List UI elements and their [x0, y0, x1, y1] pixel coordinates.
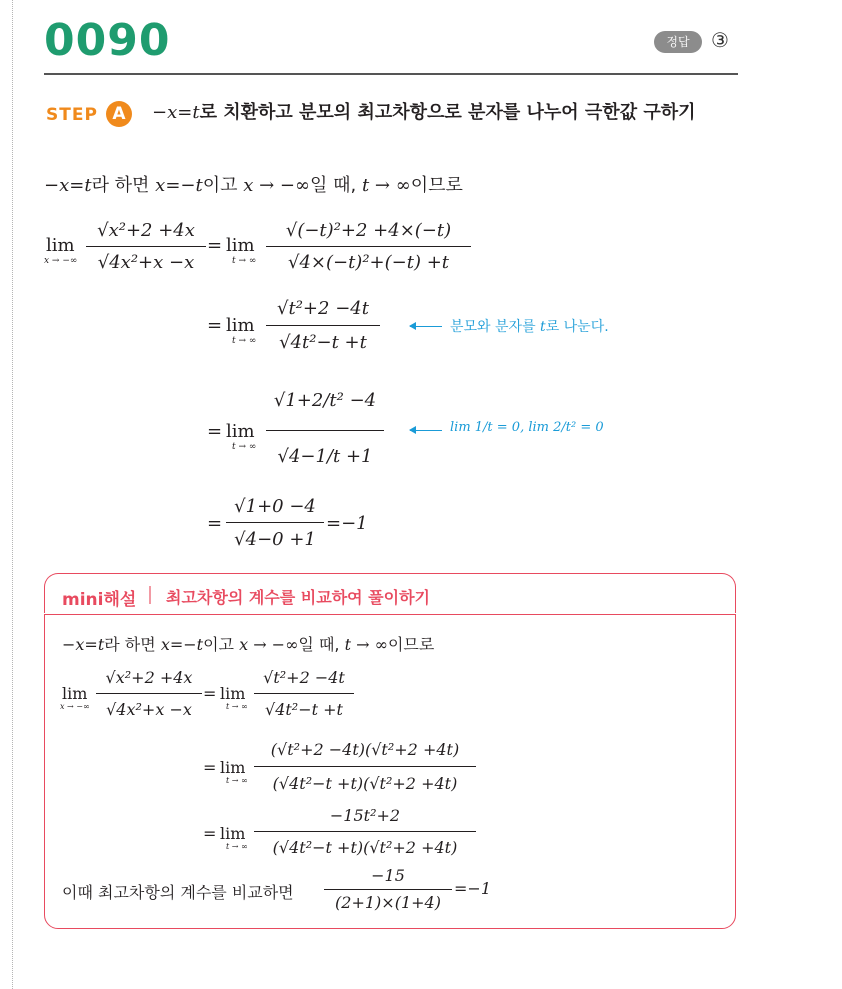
text-fragment: 이므로	[387, 635, 435, 654]
mini-subtitle: 최고차항의 계수를 비교하여 풀이하기	[166, 588, 431, 607]
left-arrow-icon	[410, 326, 442, 327]
equals-sign: =	[203, 758, 217, 777]
mini-eq1-numerator-2: √t²+2 −4t	[263, 668, 345, 687]
eq4-denominator: √4−0 +1	[234, 529, 316, 550]
text-fragment: 라 하면	[91, 175, 156, 196]
lim-subscript-t: t → ∞	[226, 842, 248, 851]
math-x-to-neg-inf: x → −∞	[239, 635, 299, 654]
mini-eq1-fraction-bar-2	[254, 693, 354, 694]
lim-operator: lim	[226, 421, 255, 442]
math-t-to-inf: t → ∞	[361, 175, 411, 196]
mini-eq3-numerator: −15t²+2	[329, 806, 401, 825]
mini-conclusion-fraction-bar	[324, 889, 452, 890]
lim-subscript-t: t → ∞	[232, 256, 257, 266]
problem-number: 0090	[44, 15, 171, 66]
step-label: STEP	[46, 105, 98, 125]
text-fragment: 이고	[202, 175, 244, 196]
step-title-math: −x=t	[152, 102, 200, 123]
eq4-result: =−1	[326, 513, 368, 534]
lim-subscript-t: t → ∞	[232, 442, 257, 452]
answer-badge: 정답	[654, 31, 702, 53]
math-neg-x-eq-t: −x=t	[62, 635, 105, 654]
mini-eq3-fraction-bar	[254, 831, 476, 832]
equals-sign: =	[207, 315, 223, 336]
math-x-eq-neg-t: x=−t	[155, 175, 203, 196]
mini-eq2-denominator: (√4t²−t +t)(√t²+2 +4t)	[272, 774, 458, 793]
mini-substitution-line	[62, 633, 434, 657]
lim-subscript-t: t → ∞	[226, 776, 248, 785]
step-title-text: 로 치환하고 분모의 최고차항으로 분자를 나누어 극한값 구하기	[199, 102, 696, 123]
eq3-denominator: √4−1/t +1	[277, 446, 373, 467]
eq4-numerator: √1+0 −4	[234, 496, 316, 517]
note-limits: lim 1/t = 0, lim 2/t² = 0	[450, 420, 604, 435]
eq2-numerator: √t²+2 −4t	[277, 298, 369, 319]
lim-operator: lim	[226, 315, 255, 336]
lim-operator: lim	[226, 235, 255, 256]
lim-subscript-t: t → ∞	[232, 336, 257, 346]
mini-eq1-numerator: √x²+2 +4x	[105, 668, 193, 687]
header-rule	[44, 73, 738, 75]
mini-conclusion-numerator: −15	[371, 866, 405, 885]
equals-sign: =	[203, 684, 217, 703]
lim-subscript-x: x → −∞	[60, 702, 90, 711]
lim-operator: lim	[62, 684, 88, 703]
math-x-eq-neg-t: x=−t	[160, 635, 204, 654]
eq1-fraction-bar-2	[266, 246, 471, 247]
text-fragment: 일 때,	[310, 175, 362, 196]
eq4-fraction-bar	[226, 522, 324, 523]
eq1-numerator-2: √(−t)²+2 +4×(−t)	[285, 220, 452, 241]
eq1-denominator: √4x²+x −x	[97, 252, 195, 273]
mini-eq2-numerator: (√t²+2 −4t)(√t²+2 +4t)	[270, 740, 460, 759]
mini-eq2-fraction-bar	[254, 766, 476, 767]
mini-eq1-denominator-2: √4t²−t +t	[265, 700, 343, 719]
lim-operator: lim	[220, 824, 246, 843]
text-fragment: 이고	[203, 635, 240, 654]
note-text: 로 나눈다.	[545, 319, 609, 335]
lim-operator: lim	[46, 235, 75, 256]
math-x-to-neg-inf: x → −∞	[243, 175, 310, 196]
note-text: 분모와 분자를	[450, 319, 541, 335]
mini-conclusion-denominator: (2+1)×(1+4)	[335, 893, 441, 912]
note-divide	[450, 316, 609, 336]
eq1-numerator: √x²+2 +4x	[97, 220, 195, 241]
mini-separator	[149, 586, 151, 604]
eq1-fraction-bar	[86, 246, 206, 247]
text-fragment: 이므로	[410, 175, 463, 196]
lim-subscript-t: t → ∞	[226, 702, 248, 711]
lim-operator: lim	[220, 684, 246, 703]
math-neg-x-eq-t: −x=t	[44, 175, 92, 196]
step-letter-circle: A	[106, 101, 132, 127]
equals-sign: =	[207, 513, 223, 534]
substitution-line	[44, 174, 463, 198]
text-fragment: 일 때,	[298, 635, 345, 654]
equals-sign: =	[207, 235, 223, 256]
eq1-denominator-2: √4×(−t)²+(−t) +t	[287, 252, 450, 273]
eq2-denominator: √4t²−t +t	[279, 332, 367, 353]
answer-value: ③	[711, 28, 729, 52]
left-arrow-icon	[410, 430, 442, 431]
mini-eq1-fraction-bar	[96, 693, 202, 694]
note-var: t	[540, 319, 546, 335]
mini-conclusion-result: =−1	[454, 879, 491, 898]
mini-title: mini해설	[62, 590, 137, 610]
mini-eq1-denominator: √4x²+x −x	[106, 700, 192, 719]
eq3-fraction-bar	[266, 430, 384, 431]
equals-sign: =	[207, 421, 223, 442]
math-t-to-inf: t → ∞	[344, 635, 388, 654]
equals-sign: =	[203, 824, 217, 843]
page-margin-dotted-line	[12, 0, 13, 989]
mini-conclusion-text: 이때 최고차항의 계수를 비교하면	[62, 883, 294, 902]
step-title	[152, 98, 722, 128]
eq2-fraction-bar	[266, 325, 380, 326]
text-fragment: 라 하면	[104, 635, 161, 654]
lim-operator: lim	[220, 758, 246, 777]
eq3-numerator: √1+2/t² −4	[273, 390, 377, 411]
mini-eq3-denominator: (√4t²−t +t)(√t²+2 +4t)	[272, 838, 458, 857]
lim-subscript-x: x → −∞	[44, 256, 78, 266]
